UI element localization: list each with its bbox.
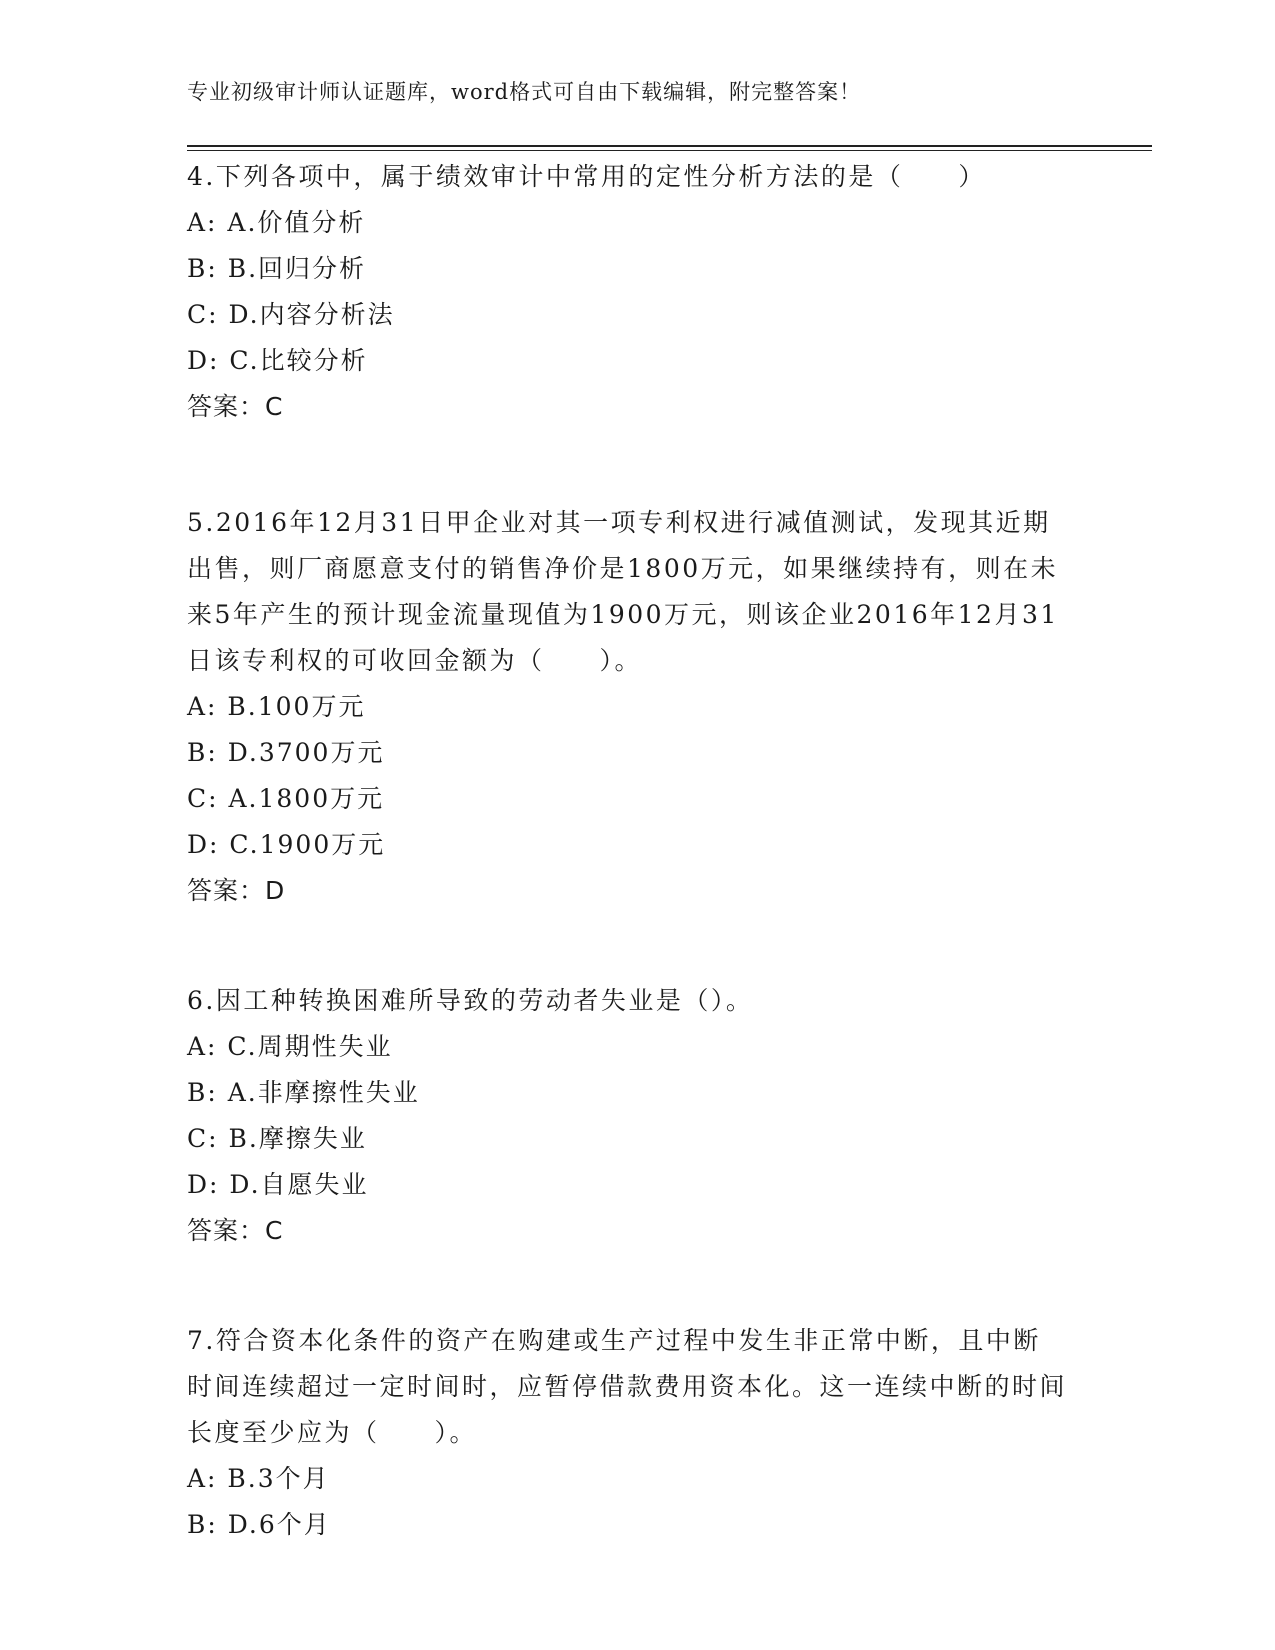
answer: 答案：D xyxy=(187,876,286,905)
question-5 xyxy=(187,500,1067,914)
header-divider xyxy=(187,145,1152,147)
answer: 答案：C xyxy=(187,1216,284,1245)
question-6 xyxy=(187,978,1067,1254)
question-stem: 5.2016年12月31日甲企业对其一项专利权进行减值测试，发现其近期出售，则厂商愿意支付的销售净价是1800万元，如果继续持有，则在未来5年产生的预计现金流量现值为1900万元，则该企业2016年12月31日该专利权的可收回金额为（ ）。 xyxy=(187,508,1059,675)
answer: 答案：C xyxy=(187,392,284,421)
question-7 xyxy=(187,1318,1067,1548)
option-d: D: D.自愿失业 xyxy=(187,1170,369,1199)
question-stem: 6.因工种转换困难所导致的劳动者失业是（）。 xyxy=(187,986,754,1015)
option-c: C: A.1800万元 xyxy=(187,784,385,813)
option-b: B: D.3700万元 xyxy=(187,738,385,767)
option-c: C: D.内容分析法 xyxy=(187,300,395,329)
question-4 xyxy=(187,154,1067,430)
option-b: B: D.6个月 xyxy=(187,1510,331,1539)
question-stem: 7.符合资本化条件的资产在购建或生产过程中发生非正常中断，且中断时间连续超过一定时间时，应暂停借款费用资本化。这一连续中断的时间长度至少应为（ ）。 xyxy=(187,1326,1068,1447)
option-a: A: B.3个月 xyxy=(187,1464,330,1493)
page-header: 专业初级审计师认证题库，word格式可自由下载编辑，附完整答案！ xyxy=(187,80,862,104)
question-list xyxy=(187,154,1067,1548)
option-a: A: C.周期性失业 xyxy=(187,1032,393,1061)
option-c: C: B.摩擦失业 xyxy=(187,1124,367,1153)
header-divider-thin xyxy=(187,150,1152,151)
option-a: A: B.100万元 xyxy=(187,692,366,721)
option-d: D: C.比较分析 xyxy=(187,346,368,375)
option-d: D: C.1900万元 xyxy=(187,830,386,859)
option-a: A: A.价值分析 xyxy=(187,208,366,237)
option-b: B: B.回归分析 xyxy=(187,254,367,283)
option-b: B: A.非摩擦性失业 xyxy=(187,1078,420,1107)
question-stem: 4.下列各项中，属于绩效审计中常用的定性分析方法的是（ ） xyxy=(187,162,986,191)
